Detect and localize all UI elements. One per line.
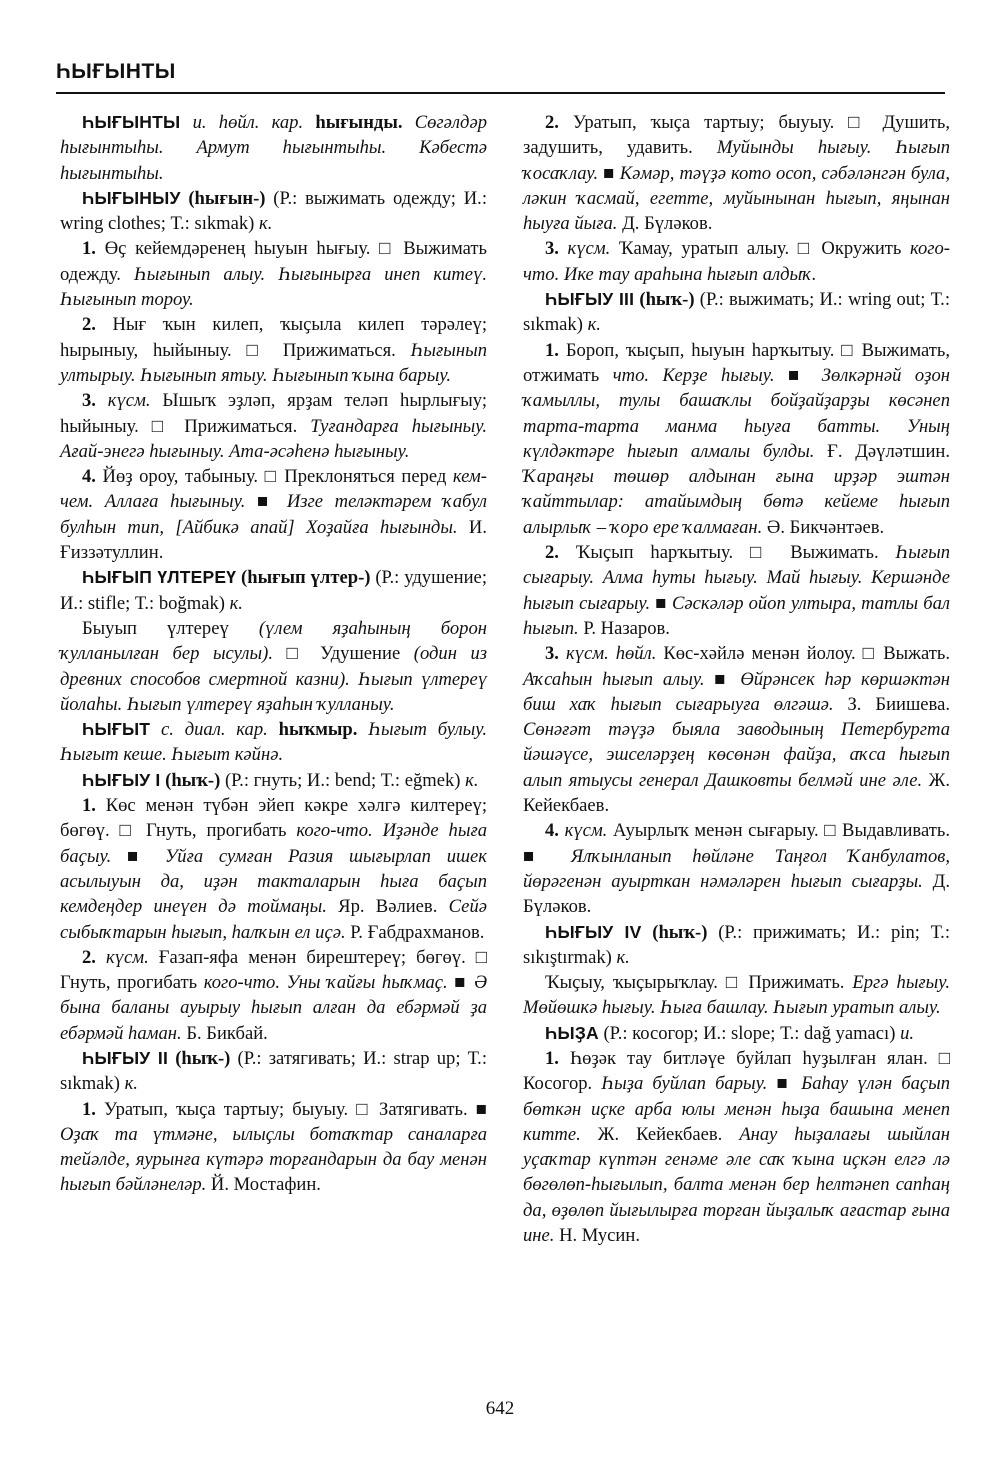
text-run: ■: [111, 845, 165, 867]
sense-paragraph: [60, 616, 487, 717]
text-run: ■: [767, 1073, 802, 1095]
text-run: Ҡамау, уратып алыу. □ Окружить: [610, 238, 910, 260]
running-head: [56, 60, 945, 94]
sense-paragraph: [523, 236, 950, 287]
text-run: 3.: [545, 238, 559, 260]
text-run: Ҡараңғы төшөр алдынан ғына ирҙәр эштән ҡайттылар: атайымдың бөтә кейеме һығып алырлыҡ – ҡоро ере ҡалмаған.: [523, 466, 950, 538]
text-run: (һыҡ-): [634, 289, 695, 311]
headword: ҺЫҒЫНТЫ: [82, 112, 181, 132]
headword: ҺЫҒЫНЫУ: [82, 187, 181, 208]
left-column: [60, 110, 487, 1198]
headword: ҺЫҒЫУ IV: [545, 921, 642, 942]
text-run: Й. Мостафин.: [206, 1174, 321, 1196]
sense-paragraph: [523, 970, 950, 1021]
headword: ҺЫҒЫТ: [82, 719, 151, 740]
text-run: 3.: [545, 643, 559, 665]
sense-paragraph: [60, 1097, 487, 1198]
sense-paragraph: [60, 945, 487, 1046]
text-run: Ялҡынланып һөйләне Таңғол Ҡанбулатов, йөрәгенән ауырткан нәмәләрен һығып сығарҙы.: [523, 845, 950, 892]
dictionary-entry: [60, 1046, 487, 1097]
text-run: Б. Бикбай.: [181, 1022, 268, 1044]
text-run: Анау һыҙалағы шыйлан уҫаҡтар күптән генәме әле саҡ ҡына иҫкән елгә лә бөгөлөп-һығылып, балта менән бер һелтәнеп сапһаң да, өҙөлөп йығылырға торған йыҙалыҡ ағастар ғына ине.: [523, 1123, 950, 1247]
text-run: к.: [124, 1073, 138, 1095]
text-run: ■: [704, 668, 741, 690]
text-run: к.: [587, 314, 601, 336]
text-run: Һыҙа буйлап барыу.: [601, 1073, 768, 1095]
text-run: кого-что. Иҙәнде һыға баҫыу.: [60, 820, 487, 867]
text-run: Сөнәғәт тәүҙә быяла заводының Петербургта йәшәүсе, эшселәрҙең көсөнән файҙа, аҡса һығып алып ятыусы генерал Дашковты белмәй ине әле.: [523, 719, 950, 791]
text-run: (үлем яҙаһының борон ҡулланылған бер ысулы).: [60, 617, 487, 665]
text-run: (һыҡ-): [160, 769, 221, 791]
headword: ҺЫҒЫУ I: [82, 769, 161, 790]
text-run: Д. Бүләков.: [523, 870, 951, 918]
dictionary-entry: [60, 110, 487, 186]
text-run: Ғ. Дәүләтшин.: [814, 440, 950, 462]
sense-paragraph: [523, 338, 950, 540]
text-run: Өҫ кейемдәренең һыуын һығыу. □ Выжимать одежду.: [60, 238, 487, 285]
text-run: Һығыт булыу. Һығыт кеше. Һығыт кәйнә.: [60, 719, 487, 766]
text-run: Изге теләктәрем ҡабул булһын тип, [Айбикә апай] Хоҙайға һығынды.: [60, 491, 488, 538]
text-run: күсм.: [95, 390, 151, 412]
text-run: күсм.: [95, 946, 149, 968]
text-run: и.: [900, 1022, 915, 1044]
sense-paragraph: [60, 464, 487, 565]
text-run: (Р.: выжимать одежду; И.: wring clothes; Т.: sıkmak): [60, 187, 487, 235]
text-run: һығынды.: [315, 112, 403, 133]
text-run: (һыҡ-): [641, 921, 708, 943]
text-run: һыҡмыр.: [278, 719, 358, 741]
text-run: Уратып, ҡыҫа тартыу; быуыу. □ Душить, задушить, удавить.: [523, 112, 950, 159]
text-run: Ышыҡ эҙләп, ярҙам теләп һырлығыу; һыйыныу. □ Прижиматься.: [60, 390, 487, 437]
text-run: Ҡыҫыу, ҡыҫырыҡлау. □ Прижимать.: [545, 972, 853, 994]
sense-paragraph: [523, 641, 950, 818]
text-run: күсм.: [558, 820, 608, 842]
sense-paragraph: [60, 236, 487, 312]
text-run: 4.: [82, 466, 96, 488]
text-run: 2.: [82, 946, 96, 968]
text-run: (Р.: затягивать; И.: strap up; Т.: sıkmak): [60, 1047, 487, 1095]
text-run: Сөгәлдәр һығынтыһы. Армут һығынтыһы. Кәбестә һығынтыһы.: [60, 112, 487, 184]
text-run: 1.: [82, 1098, 96, 1120]
text-run: Кәмәр, тәүҙә кото осоп, сәбәләнгән була, ләкин ҡасмай, егетте, муйынынан һығып, яңынан һыуға йыға.: [523, 162, 951, 235]
sense-paragraph: [60, 793, 487, 945]
text-run: Ә. Бикчәнтәев.: [762, 516, 885, 538]
text-run: Н. Мусин.: [554, 1225, 640, 1247]
text-run: Сейә сыбыҡтарын һығып, һалҡын ел иҫә.: [60, 896, 487, 943]
text-run: кем-чем. Аллаға һығыныу.: [60, 466, 487, 513]
text-run: 1.: [545, 339, 559, 361]
text-run: З. Биишева.: [833, 693, 950, 715]
text-run: Һығынып алыу. Һығынырға инеп китеү. Һығынып тороу.: [60, 263, 487, 311]
text-run: ■: [447, 972, 475, 994]
text-run: Өйрәнсек һәр көршәктән биш хаҡ һығып сығарыуға өлгәшә.: [523, 668, 950, 715]
text-run: Уйға сумған Разия шығырлап ишек асылыуын да, иҙән такталарын һыға баҫып кемдеңдер инеүен дә тоймаңы.: [60, 845, 487, 918]
text-run: Р. Ғабдрахманов.: [345, 921, 485, 943]
dictionary-entry: [60, 186, 487, 237]
text-run: ■: [245, 491, 287, 513]
text-run: кого-что. Уны ҡайғы һыҡмаҫ.: [203, 972, 448, 994]
dictionary-entry: [523, 287, 950, 338]
text-run: (Р.: прижимать; И.: pin; Т.: sıkıştırmak): [523, 921, 950, 968]
text-run: ■: [598, 162, 620, 184]
text-run: Муйынды һығыу. Һығып ҡосаҡлау.: [523, 137, 950, 184]
text-run: 2.: [545, 112, 559, 133]
text-run: (һығып үлтер-): [236, 567, 371, 589]
text-run: Һығынып ултырыу. Һығынып ятыу. Һығынып ҡына барыу.: [60, 339, 487, 386]
sense-paragraph: [523, 110, 950, 236]
text-run: Ауырлыҡ менән сығарыу. □ Выдавливать. ■: [523, 820, 950, 867]
dictionary-entry: [60, 565, 487, 616]
text-run: Туғандарға һығыныу. Ағай-энегә һығыныу. Ата-әсәһенә һығыныу.: [60, 415, 487, 462]
text-run: күсм.: [558, 238, 611, 260]
text-run: Оҙаҡ та үтмәне, ылыҫлы ботаҡтар саналарға тейәлде, яурынға күтәрә торғандарын да бау менән һығып бәйләнеләр.: [60, 1123, 487, 1196]
sense-paragraph: [523, 540, 950, 641]
right-column: [523, 110, 950, 1248]
text-run: к.: [229, 592, 243, 614]
text-run: Көс-хәйлә менән йолоу. □ Выжать.: [656, 643, 950, 665]
text-run: Сәскәләр ойоп ултыра, татлы бал һығып.: [523, 592, 950, 639]
text-run: Ж. Кейекбаев.: [580, 1123, 740, 1145]
text-run: Йөҙ ороу, табыныу. □ Преклоняться перед: [95, 466, 453, 488]
text-run: күсм. һөйл.: [558, 643, 657, 665]
text-run: ■: [774, 364, 822, 386]
text-run: 1.: [82, 238, 96, 260]
text-run: Д. Бүләков.: [617, 213, 713, 235]
page-number: 642: [485, 1398, 515, 1419]
text-run: Уратып, ҡыҫа тартыу; быуыу. □ Затягивать. ■: [95, 1098, 487, 1120]
text-run: Һөҙәк тау битләүе буйлап һуҙылған ялан. □ Косогор.: [523, 1047, 950, 1095]
text-run: Нығ ҡын килеп, ҡыҫыла килеп тәрәлеү; һырыныу, һыйыныу. □ Прижиматься.: [60, 314, 487, 361]
text-run: (Р.: удушение; И.: stifle; Т.: boğmak): [60, 567, 487, 614]
text-run: ■: [650, 592, 672, 614]
sense-paragraph: [523, 818, 950, 919]
text-run: с. диал. кар.: [150, 719, 279, 741]
sense-paragraph: [60, 388, 487, 464]
text-run: 1.: [545, 1047, 559, 1069]
text-run: к.: [465, 769, 479, 791]
text-run: (һыҡ-): [168, 1047, 231, 1069]
text-run: Көс менән түбән эйеп кәкре хәлгә килтереү; бөгөү. □ Гнуть, прогибать: [60, 795, 487, 842]
text-run: Аҡсаһын һығып алыу.: [523, 668, 705, 690]
dictionary-entry: [523, 920, 950, 971]
text-run: Ғазап-яфа менән бирештереү; бөгөү. □ Гнуть, прогибать: [60, 946, 487, 994]
text-run: (Р.: гнуть; И.: bend; Т.: eğmek): [220, 769, 466, 791]
text-run: Зөлкәрнәй оҙон ҡамыллы, тулы башаҡлы бойҙайҙарҙы көсәнеп тарта-тарта манма һыуға батты. Уның күлдәктәре һығып алмалы булды.: [523, 364, 950, 462]
text-run: 2.: [545, 542, 559, 564]
headword: ҺЫҘА: [545, 1022, 599, 1043]
dictionary-entry: [60, 717, 487, 768]
text-run: 3.: [82, 390, 96, 412]
headword: ҺЫҒЫУ II: [82, 1047, 169, 1068]
text-run: □ Удушение: [272, 643, 414, 665]
sense-paragraph: [60, 312, 487, 388]
text-run: Ергә һығыу. Мөйөшкә һығыу. Һыға башлау. Һығып уратып алыу.: [523, 972, 950, 1019]
text-run: (Р.: косогор; И.: slope; Т.: dağ yamacı): [598, 1022, 901, 1044]
text-run: 4.: [545, 820, 559, 842]
text-run: 2.: [82, 314, 96, 336]
sense-paragraph: [523, 1046, 950, 1248]
text-run: Р. Назаров.: [578, 617, 670, 639]
text-run: Яр. Вәлиев.: [326, 896, 449, 918]
text-run: Ә бына баланы ауырыу һығып алған да ебәрмәй ҙа ебәрмәй һаман.: [60, 972, 487, 1044]
dictionary-entry: [523, 1021, 950, 1046]
text-run: Баһау үлән баҫып бөткән иҫке арба юлы менән һыҙа башына менеп китте.: [523, 1073, 951, 1145]
text-run: Бороп, ҡыҫып, һыуын һарҡытыу. □ Выжимать, отжимать: [523, 339, 950, 386]
text-run: что. Керҙе һығыу.: [612, 364, 775, 386]
headword: ҺЫҒЫП ҮЛТЕРЕҮ: [82, 567, 237, 588]
text-run: кого-что. Ике тау араһына һығып алдыҡ.: [523, 238, 950, 285]
dictionary-entry: [60, 768, 487, 793]
text-run: к.: [616, 946, 630, 968]
text-run: Һығып сығарыу. Алма һуты һығыу. Май һығыу. Кершәнде һығып сығарыу.: [523, 542, 950, 614]
text-run: (один из древних способов смертной казни). Һығып үлтереү йолаһы. Һығып үлтереү яҙаһын ҡулланыу.: [60, 643, 488, 715]
text-run: и. һөйл. кар.: [180, 112, 316, 133]
text-run: Ҡыҫып һарҡытыу. □ Выжимать.: [558, 542, 896, 564]
headword: ҺЫҒЫУ III: [545, 289, 635, 310]
text-run: (Р.: выжимать; И.: wring out; Т.: sıkmak): [523, 289, 950, 336]
text-run: И. Ғиззәтуллин.: [60, 516, 487, 564]
text-run: Ж. Кейекбаев.: [523, 769, 950, 817]
text-run: (һығын-): [180, 187, 266, 209]
text-run: Быуып үлтереү: [82, 617, 259, 639]
text-run: 1.: [82, 795, 96, 817]
running-head-text: ҺЫҒЫНТЫ: [56, 60, 176, 83]
text-run: к.: [259, 213, 273, 235]
